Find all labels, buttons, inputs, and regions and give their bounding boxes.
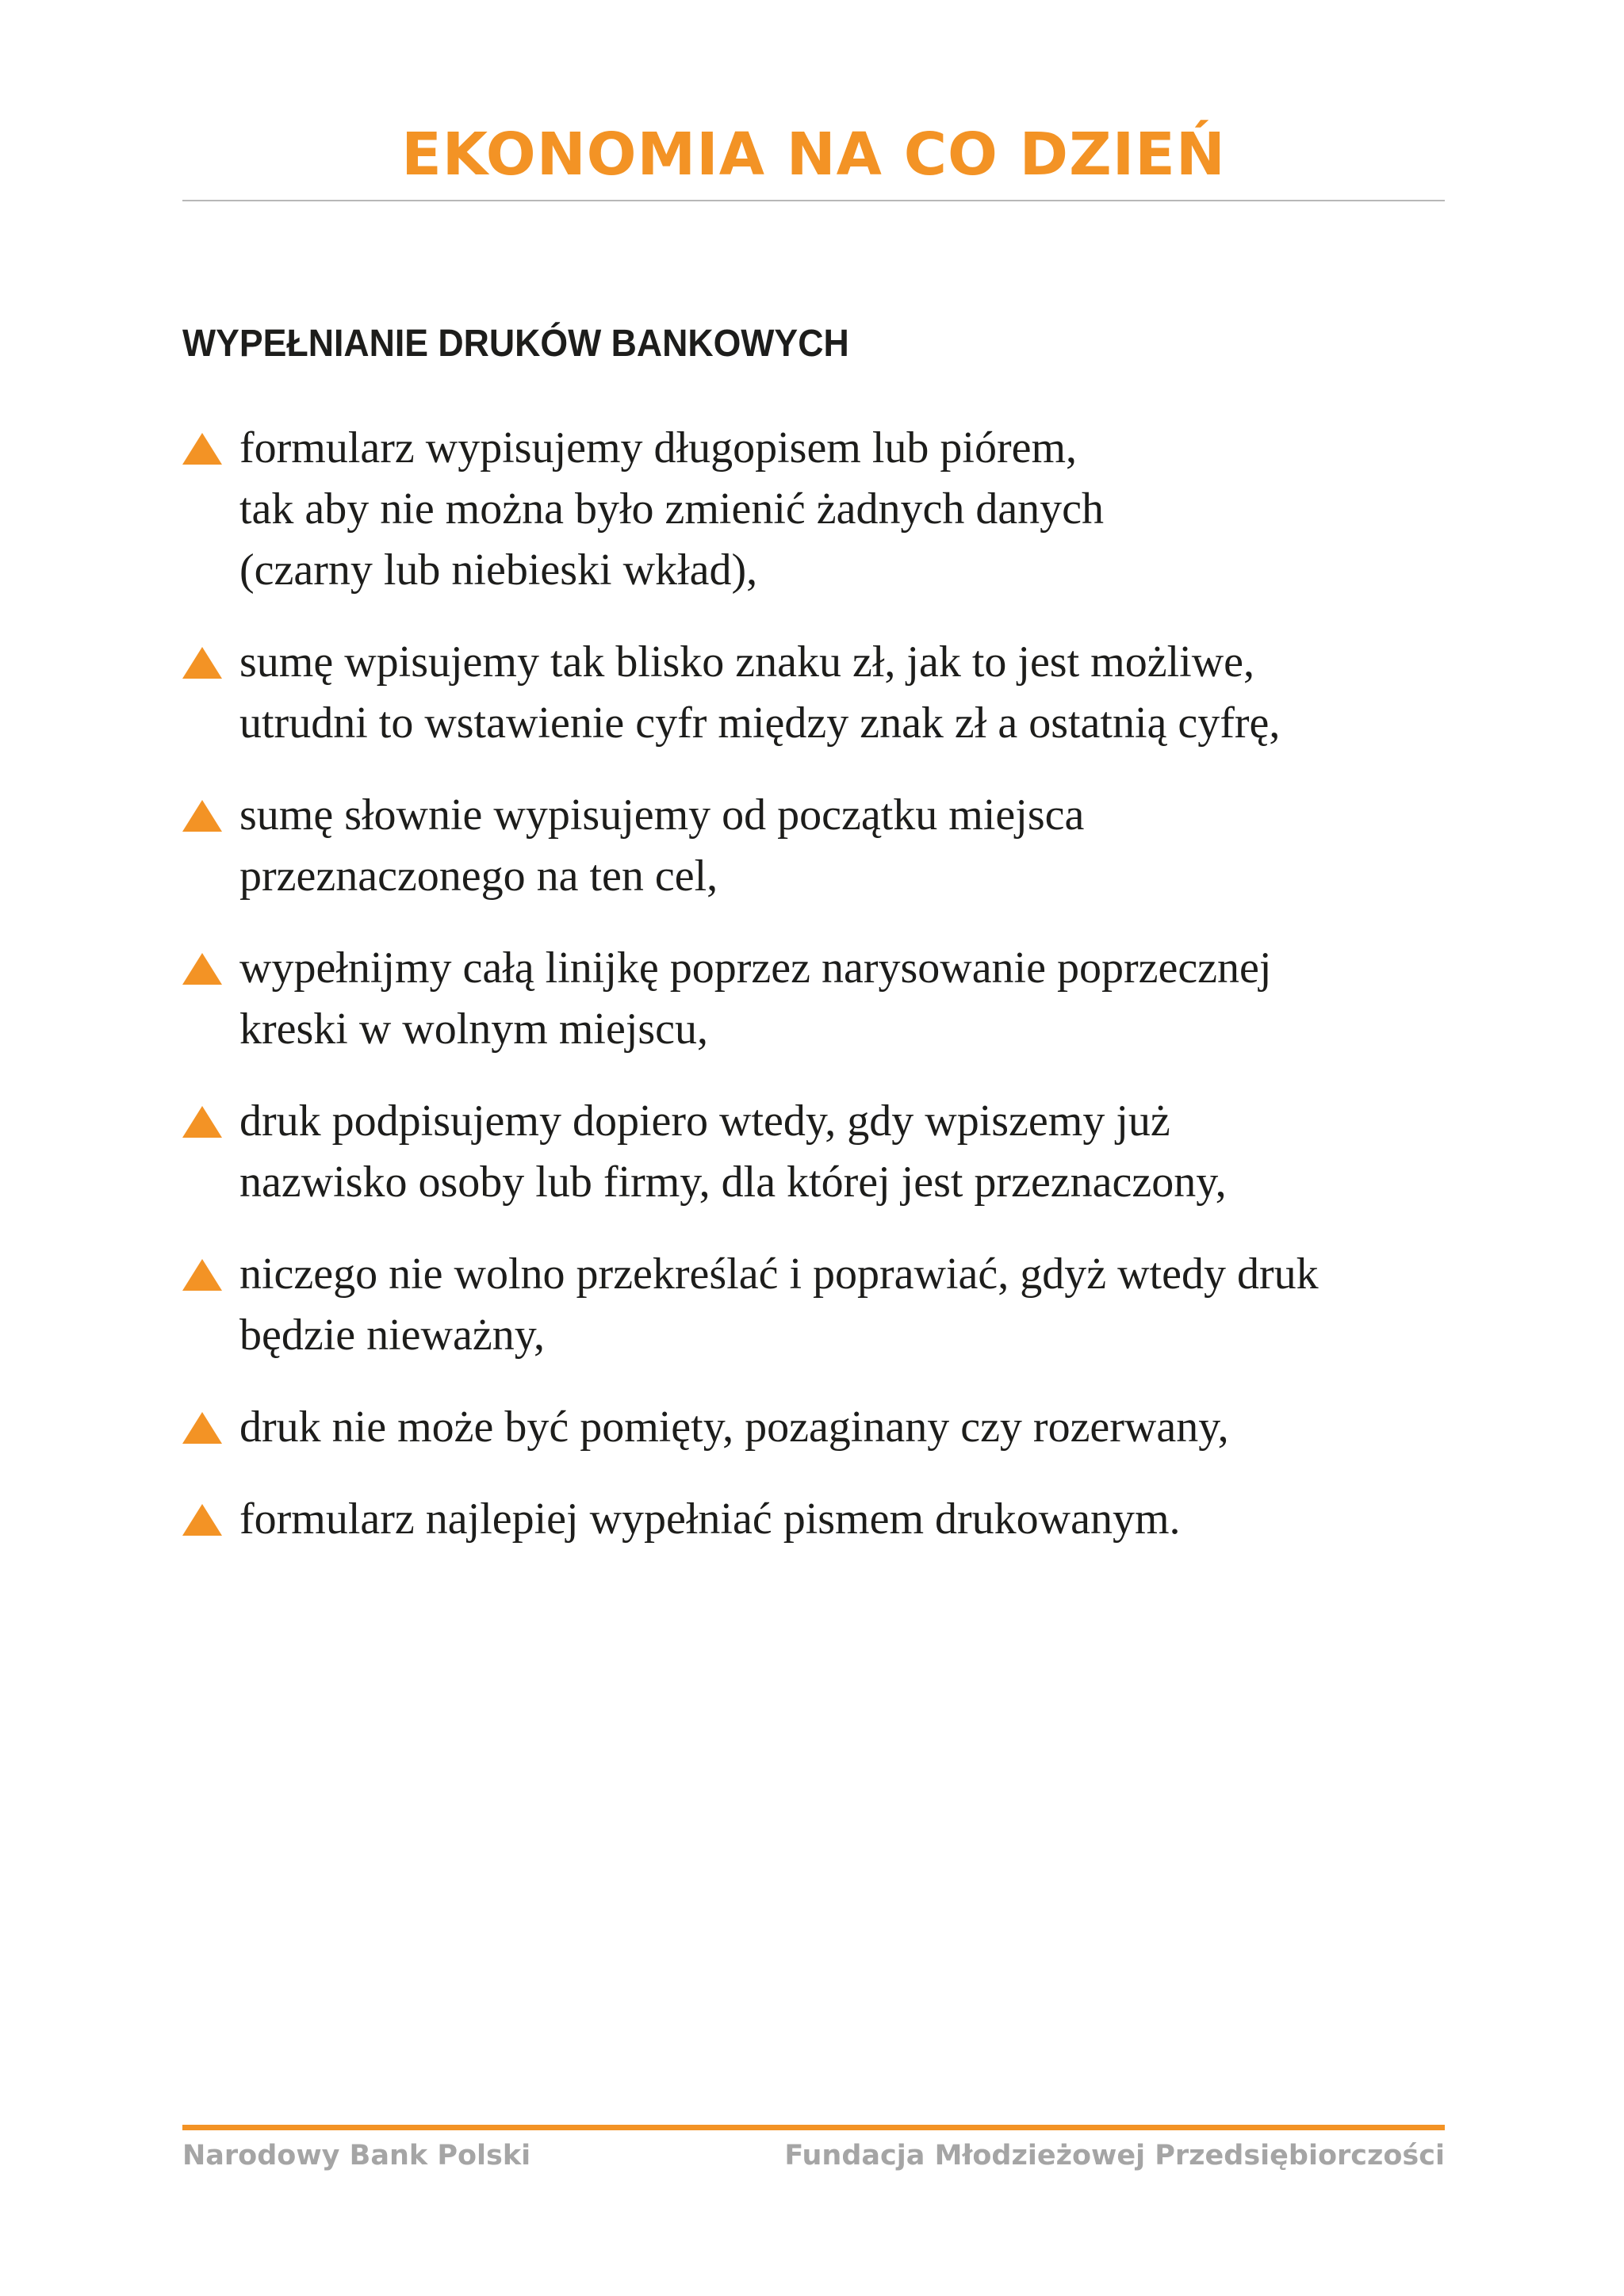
triangle-bullet-icon [182, 1259, 222, 1291]
triangle-bullet-icon [182, 953, 222, 985]
list-item-text: sumę wpisujemy tak blisko znaku zł, jak to jest możliwe, utrudni to wstawienie cyfr między znak zł a ostatnią cyfrę, [239, 637, 1281, 748]
footer-divider [182, 2125, 1445, 2130]
list-item-text: wypełnijmy całą linijkę poprzez narysowanie poprzecznej kreski w wolnym miejscu, [239, 943, 1272, 1054]
header-divider [182, 200, 1445, 201]
section-heading: WYPEŁNIANIE DRUKÓW BANKOWYCH [182, 323, 849, 365]
list-item [182, 785, 1467, 907]
list-item-text: formularz najlepiej wypełniać pismem drukowanym. [239, 1494, 1181, 1544]
footer-publisher: Narodowy Bank Polski [182, 2140, 531, 2172]
list-item [182, 632, 1467, 754]
triangle-bullet-icon [182, 433, 222, 465]
list-item-text: sumę słownie wypisujemy od początku miejsca przeznaczonego na ten cel, [239, 790, 1085, 901]
list-item-text: niczego nie wolno przekreślać i poprawiać, gdyż wtedy druk będzie nieważny, [239, 1249, 1319, 1360]
list-item-text: druk nie może być pomięty, pozaginany czy rozerwany, [239, 1402, 1229, 1452]
list-item [182, 938, 1467, 1060]
page-title: EKONOMIA NA CO DZIEŃ [401, 121, 1226, 189]
triangle-bullet-icon [182, 1412, 222, 1444]
triangle-bullet-icon [182, 800, 222, 832]
list-item [182, 1244, 1467, 1366]
triangle-bullet-icon [182, 647, 222, 679]
list-item-text: formularz wypisujemy długopisem lub piórem, tak aby nie można było zmienić żadnych danych (czarny lub niebieski wkład), [239, 423, 1105, 595]
triangle-bullet-icon [182, 1106, 222, 1138]
list-item [182, 418, 1467, 601]
triangle-bullet-icon [182, 1504, 222, 1536]
list-item [182, 1091, 1467, 1213]
footer-foundation: Fundacja Młodzieżowej Przedsiębiorczości [784, 2140, 1445, 2172]
bullet-list [182, 418, 1467, 1550]
list-item-text: druk podpisujemy dopiero wtedy, gdy wpiszemy już nazwisko osoby lub firmy, dla której jest przeznaczony, [239, 1096, 1227, 1207]
list-item [182, 1397, 1467, 1458]
list-item [182, 1489, 1467, 1550]
